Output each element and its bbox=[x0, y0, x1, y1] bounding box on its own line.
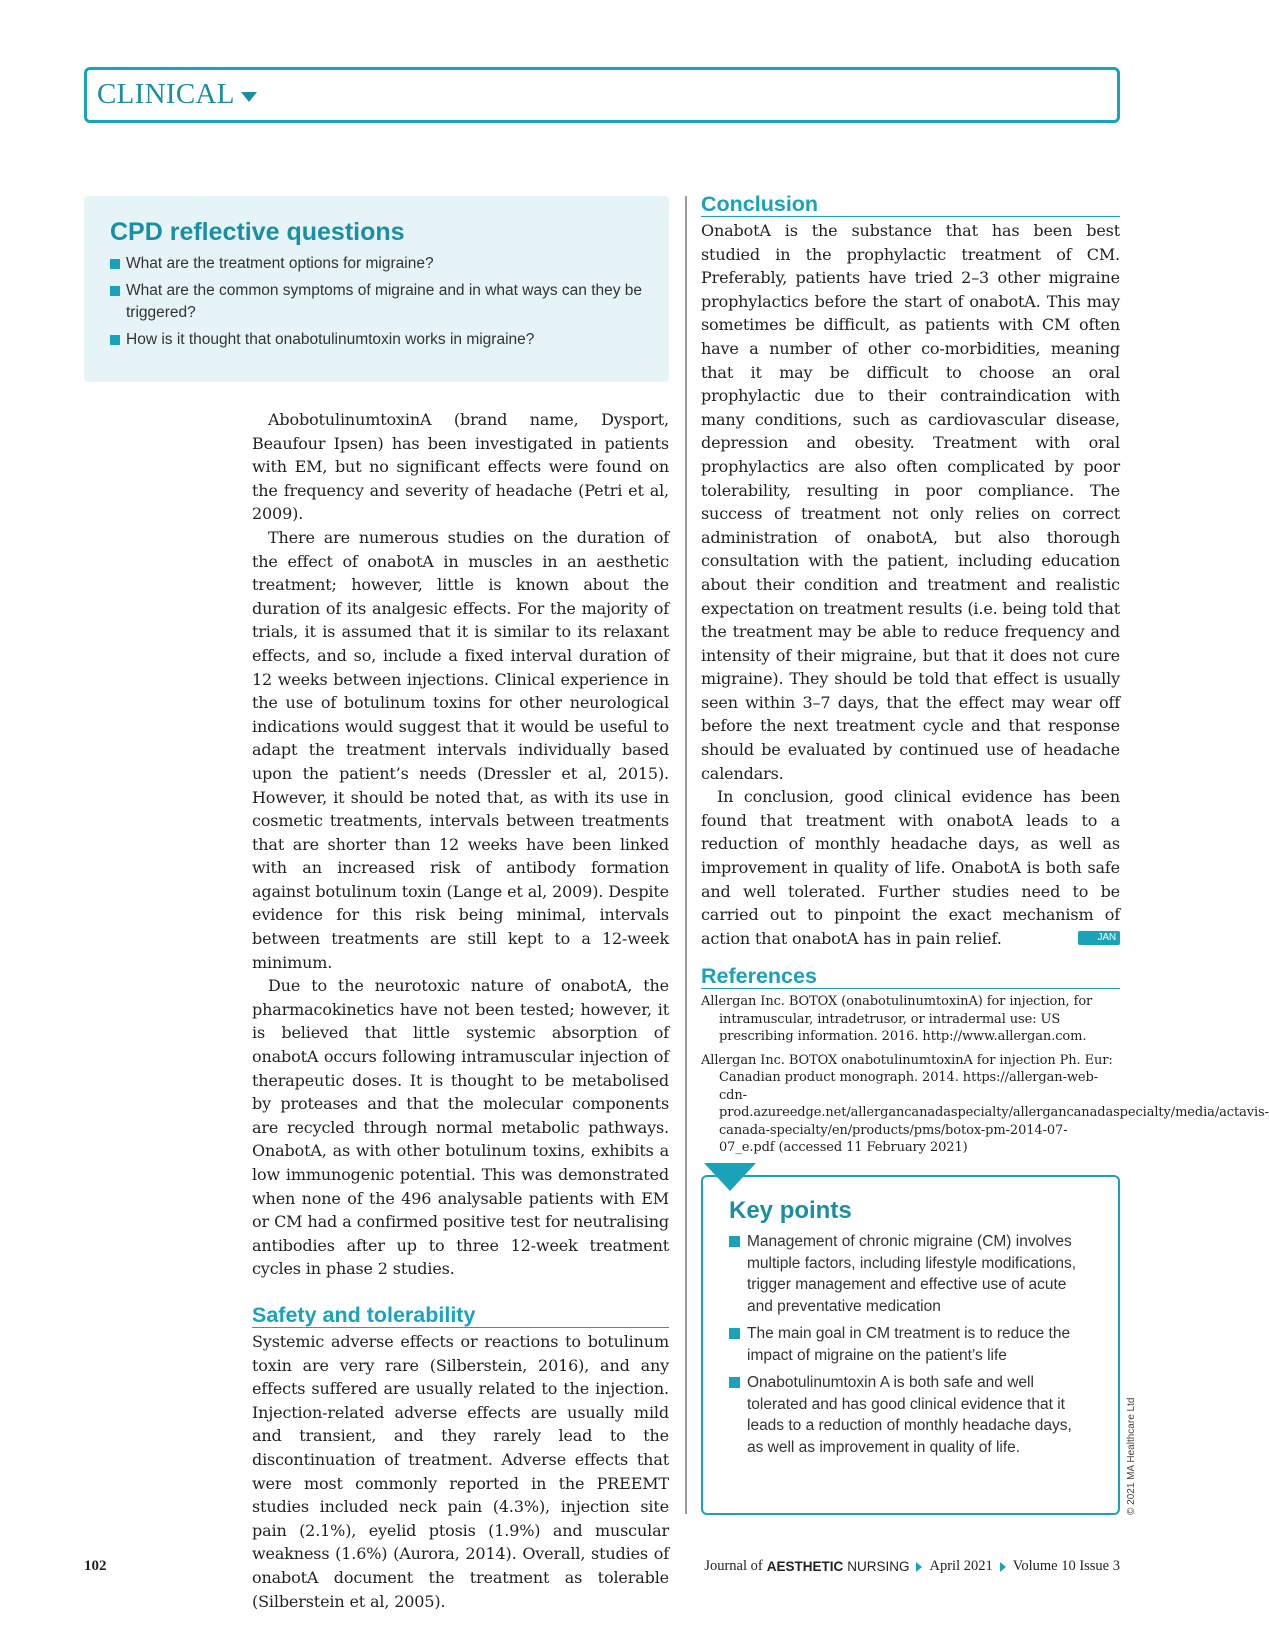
key-point bbox=[729, 1231, 1092, 1317]
page-number: 102 bbox=[84, 1558, 107, 1574]
bullet-square-icon bbox=[110, 335, 120, 345]
bullet-square-icon bbox=[729, 1236, 740, 1247]
safety-heading: Safety and tolerability bbox=[252, 1303, 669, 1328]
bullet-square-icon bbox=[110, 259, 120, 269]
bullet-square-icon bbox=[729, 1377, 740, 1388]
key-point bbox=[729, 1372, 1092, 1458]
cpd-question-list bbox=[110, 253, 643, 351]
arrow-right-icon bbox=[1000, 1562, 1006, 1572]
section-header bbox=[84, 67, 1120, 123]
reference-item: Allergan Inc. BOTOX onabotulinumtoxinA for injection Ph. Eur: Canadian product monograph. 2014. https://allergan-web-cdn-prod.azureedge.net/allergancanadaspecialty/allergancanadaspecialty/media/actavis-canada-specialty/en/products/pms/botox-pm-2014-07-07_e.pdf (accessed 11 February 2021) bbox=[701, 1052, 1269, 1156]
cpd-question-text: How is it thought that onabotulinumtoxin works in migraine? bbox=[126, 331, 535, 348]
caret-down-icon bbox=[241, 92, 257, 102]
section-label-text: CLINICAL bbox=[97, 78, 235, 110]
bullet-square-icon bbox=[110, 286, 120, 296]
journal-prefix: Journal of bbox=[704, 1558, 763, 1574]
journal-name-bold: AESTHETIC bbox=[766, 1559, 844, 1574]
key-point-text: Management of chronic migraine (CM) involves multiple factors, including lifestyle modifications, trigger management and effective use of acute and preventative medication bbox=[747, 1233, 1077, 1315]
conclusion-heading: Conclusion bbox=[701, 192, 1120, 217]
body-paragraph: AbobotulinumtoxinA (brand name, Dysport, Beaufour Ipsen) has been investigated in patients with EM, but no significant effects were found on the frequency and severity of headache (Petri et al, 2009). bbox=[252, 410, 669, 524]
journal-name-rest: NURSING bbox=[847, 1559, 910, 1574]
key-points-title: Key points bbox=[729, 1197, 852, 1224]
body-paragraph: OnabotA is the substance that has been best studied in the prophylactic treatment of CM. Preferably, patients have tried 2–3 other migraine prophylactics before the start of onabotA. This may sometimes be difficult, as patients with CM often have a number of other co-morbidities, meaning that it may be difficult to choose an oral prophylactic due to their contraindication with many conditions, such as cardiovascular disease, depression and obesity. Treatment with oral prophylactics are also often complicated by poor tolerability, resulting in poor compliance. The success of treatment not only relies on correct administration of onabotA, but also thorough consultation with the patient, including education about their condition and treatment and realistic expectation on treatment results (i.e. being told that the treatment may be able to reduce frequency and intensity of their migraine, but that it does not cure migraine). They should be told that effect is usually seen within 3–7 days, that the effect may wear off before the next treatment cycle and that response should be evaluated by continued use of headache calendars. bbox=[701, 221, 1120, 783]
body-paragraph: Due to the neurotoxic nature of onabotA, the pharmacokinetics have not been tested; however, it is believed that little systemic absorption of onabotA occurs following intramuscular injection of therapeutic doses. It is thought to be metabolised by proteases and that the molecular components are recycled through normal metabolic pathways. OnabotA, as with other botulinum toxins, exhibits a low immunogenic potential. This was demonstrated when none of the 496 analysable patients with EM or CM had a confirmed positive test for neutralising antibodies after up to three 12-week treatment cycles in phase 2 studies. bbox=[252, 976, 669, 1279]
journal-footer bbox=[704, 1558, 1120, 1575]
cpd-question bbox=[110, 280, 643, 324]
key-point bbox=[729, 1323, 1092, 1366]
references-list bbox=[701, 993, 1269, 1157]
body-paragraph: There are numerous studies on the duration of the effect of onabotA in muscles in an aesthetic treatment; however, little is known about the duration of its analgesic effects. For the majority of trials, it is assumed that it is similar to its relaxant effects, and so, include a fixed interval duration of 12 weeks between injections. Clinical experience in the use of botulinum toxins for other neurological indications would suggest that it would be useful to adapt the treatment intervals individually based upon the patient’s needs (Dressler et al, 2015). However, it should be noted that, as with its use in cosmetic treatments, intervals between treatments that are shorter than 12 weeks have been linked with an increased risk of antibody formation against botulinum toxin (Lange et al, 2009). Despite evidence for this risk being minimal, intervals between treatments are still kept to a 12-week minimum. bbox=[252, 527, 669, 972]
reference-item: Allergan Inc. BOTOX (onabotulinumtoxinA) for injection, for intramuscular, intradetrusor, or intradermal use: US prescribing information. 2016. http://www.allergan.com. bbox=[701, 994, 1093, 1045]
key-point-text: Onabotulinumtoxin A is both safe and well tolerated and has good clinical evidence that it leads to a reduction of monthly headache days, as well as improvement in quality of life. bbox=[747, 1374, 1072, 1456]
section-label bbox=[97, 78, 257, 111]
cpd-questions-box bbox=[84, 196, 669, 382]
body-paragraph: Systemic adverse effects or reactions to botulinum toxin are very rare (Silberstein, 2016), and any effects suffered are usually related to the injection. Injection-related adverse effects are usually mild and transient, and they rarely lead to the discontinuation of treatment. Adverse effects that were most commonly reported in the PREEMT studies included neck pain (4.3%), injection site pain (2.1%), eyelid ptosis (1.9%) and muscular weakness (1.6%) (Aurora, 2014). Overall, studies of onabotA document the treatment as tolerable (Silberstein et al, 2005). bbox=[252, 1331, 669, 1611]
cpd-question bbox=[110, 253, 643, 275]
references-heading: References bbox=[701, 964, 1120, 989]
cpd-question-text: What are the treatment options for migraine? bbox=[126, 255, 434, 272]
cpd-title: CPD reflective questions bbox=[110, 218, 405, 246]
right-column bbox=[701, 192, 1269, 1163]
arrow-right-icon bbox=[916, 1562, 922, 1572]
key-points-notch bbox=[704, 1163, 756, 1191]
key-point-text: The main goal in CM treatment is to reduce the impact of migraine on the patient’s life bbox=[747, 1325, 1071, 1364]
body-paragraph bbox=[701, 785, 1120, 950]
volume-issue: Volume 10 Issue 3 bbox=[1012, 1558, 1120, 1574]
cpd-question bbox=[110, 329, 643, 351]
key-points-list bbox=[729, 1231, 1092, 1458]
cpd-question-text: What are the common symptoms of migraine and in what ways can they be triggered? bbox=[126, 282, 643, 321]
column-divider bbox=[685, 196, 687, 1514]
body-paragraph-text: In conclusion, good clinical evidence has been found that treatment with onabotA leads to a reduction of monthly headache days, as well as improvement in quality of life. OnabotA is both safe and well tolerated. Further studies need to be carried out to pinpoint the exact mechanism of action that onabotA has in pain relief. bbox=[701, 787, 1120, 948]
key-points-box bbox=[701, 1175, 1120, 1515]
copyright-notice: © 2021 MA Healthcare Ltd bbox=[1126, 1397, 1137, 1515]
left-column bbox=[252, 408, 669, 1613]
issue-date: April 2021 bbox=[929, 1558, 993, 1574]
article-end-badge: JAN bbox=[1078, 931, 1120, 945]
bullet-square-icon bbox=[729, 1328, 740, 1339]
